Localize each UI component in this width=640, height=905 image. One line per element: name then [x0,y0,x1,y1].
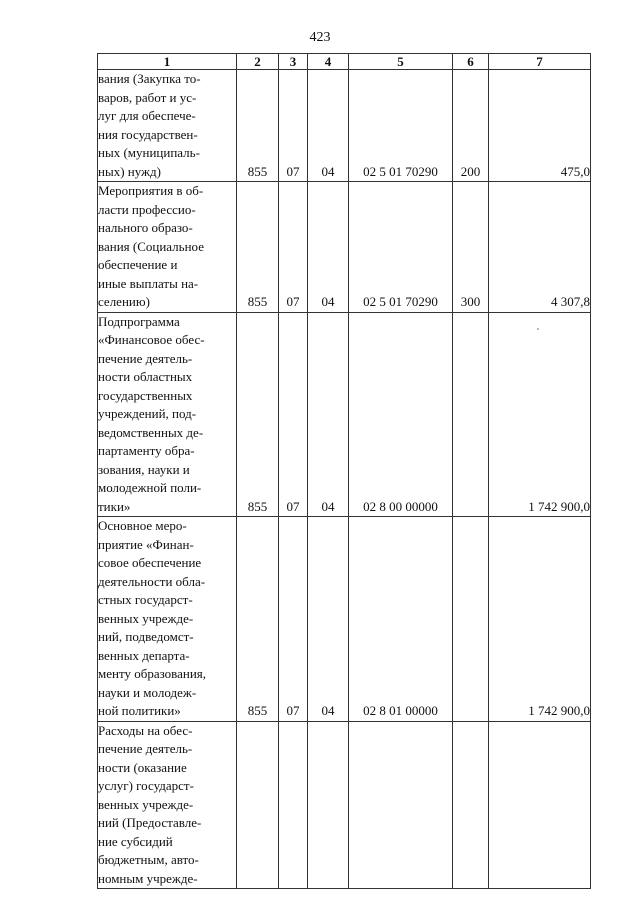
table-row [98,721,591,889]
name-line: нального образо- [98,220,193,235]
row-subsection: 04 [308,182,349,313]
name-line: печение деятель- [98,741,193,756]
row-section: 07 [279,70,308,182]
row-target-article: 02 5 01 70290 [349,182,453,313]
name-line: ведомственных де- [98,424,204,440]
col-header-target-article: 5 [349,54,453,70]
name-line: Подпрограмма [98,313,180,329]
name-line: бюджетным, авто- [98,852,199,867]
row-amount: 475,0 [489,70,591,182]
name-line: приятие «Финан- [98,536,194,552]
name-line: ности (оказание [98,759,187,775]
col-header-subsection: 4 [308,54,349,70]
name-line: деятельности обла- [98,573,206,589]
row-grbs [237,721,279,889]
name-line: стных государст- [98,592,193,607]
name-line: ласти профессио- [98,201,196,217]
name-line: варов, работ и ус- [98,89,197,105]
name-line: номным учрежде- [98,870,198,886]
row-subsection: 04 [308,312,349,517]
table-row [98,312,591,517]
name-line: луг для обеспече- [98,108,196,123]
name-line: венных учрежде- [98,796,194,812]
name-line: ний (Предоставле- [98,815,202,830]
name-line: Расходы на обес- [98,722,193,738]
row-name [98,70,237,182]
row-amount: 1 742 900,0 [489,517,591,722]
col-header-amount: 7 [489,54,591,70]
name-line: печение деятель- [98,350,193,366]
row-target-article: 02 8 00 00000 [349,312,453,517]
name-line: «Финансовое обес- [98,332,205,347]
scan-speck [537,328,539,330]
row-expense-type [453,721,489,889]
col-header-expense-type: 6 [453,54,489,70]
name-line: тики» [98,498,131,514]
name-line: иные выплаты на- [98,275,199,291]
row-expense-type: 200 [453,70,489,182]
row-grbs: 855 [237,312,279,517]
row-section: 07 [279,312,308,517]
row-grbs: 855 [237,70,279,182]
row-amount: 1 742 900,0 [489,312,591,517]
name-line: Мероприятия в об- [98,183,204,198]
name-line: ние субсидий [98,833,173,849]
col-header-name: 1 [98,54,237,70]
row-subsection [308,721,349,889]
name-line: государственных [98,387,193,403]
row-name [98,517,237,722]
row-section [279,721,308,889]
name-line: венных учрежде- [98,610,194,626]
row-subsection: 04 [308,70,349,182]
name-line: венных департа- [98,647,190,663]
name-line: вания (Закупка то- [98,71,201,86]
table-header-row [98,54,591,70]
row-amount [489,721,591,889]
row-name [98,182,237,313]
name-line: ний, подведомст- [98,629,194,644]
name-line: ных (муниципаль- [98,145,200,160]
row-expense-type: 300 [453,182,489,313]
name-line: науки и молодеж- [98,684,197,700]
name-line: зования, науки и [98,461,190,477]
name-line: совое обеспечение [98,555,202,570]
row-target-article: 02 8 01 00000 [349,517,453,722]
row-section: 07 [279,182,308,313]
name-line: учреждений, под- [98,406,197,421]
row-target-article [349,721,453,889]
col-header-grbs: 2 [237,54,279,70]
row-grbs: 855 [237,517,279,722]
name-line: ной политики» [98,703,181,718]
row-amount: 4 307,8 [489,182,591,313]
name-line: вания (Социальное [98,238,204,254]
name-line: Основное меро- [98,518,187,533]
col-header-section: 3 [279,54,308,70]
row-section: 07 [279,517,308,722]
table-row [98,70,591,182]
row-expense-type [453,312,489,517]
name-line: обеспечение и [98,257,178,272]
name-line: молодежной поли- [98,480,202,495]
name-line: селению) [98,294,150,309]
table-row [98,182,591,313]
table-row [98,517,591,722]
row-name [98,312,237,517]
budget-table [97,53,591,889]
name-line: партаменту обра- [98,443,195,458]
row-subsection: 04 [308,517,349,722]
page-number: 423 [309,30,331,45]
name-line: ния государствен- [98,126,198,142]
row-expense-type [453,517,489,722]
name-line: ности областных [98,369,193,384]
name-line: менту образования, [98,666,207,681]
name-line: ных) нужд) [98,163,161,179]
name-line: услуг) государст- [98,778,194,793]
row-target-article: 02 5 01 70290 [349,70,453,182]
row-name [98,721,237,889]
row-grbs: 855 [237,182,279,313]
